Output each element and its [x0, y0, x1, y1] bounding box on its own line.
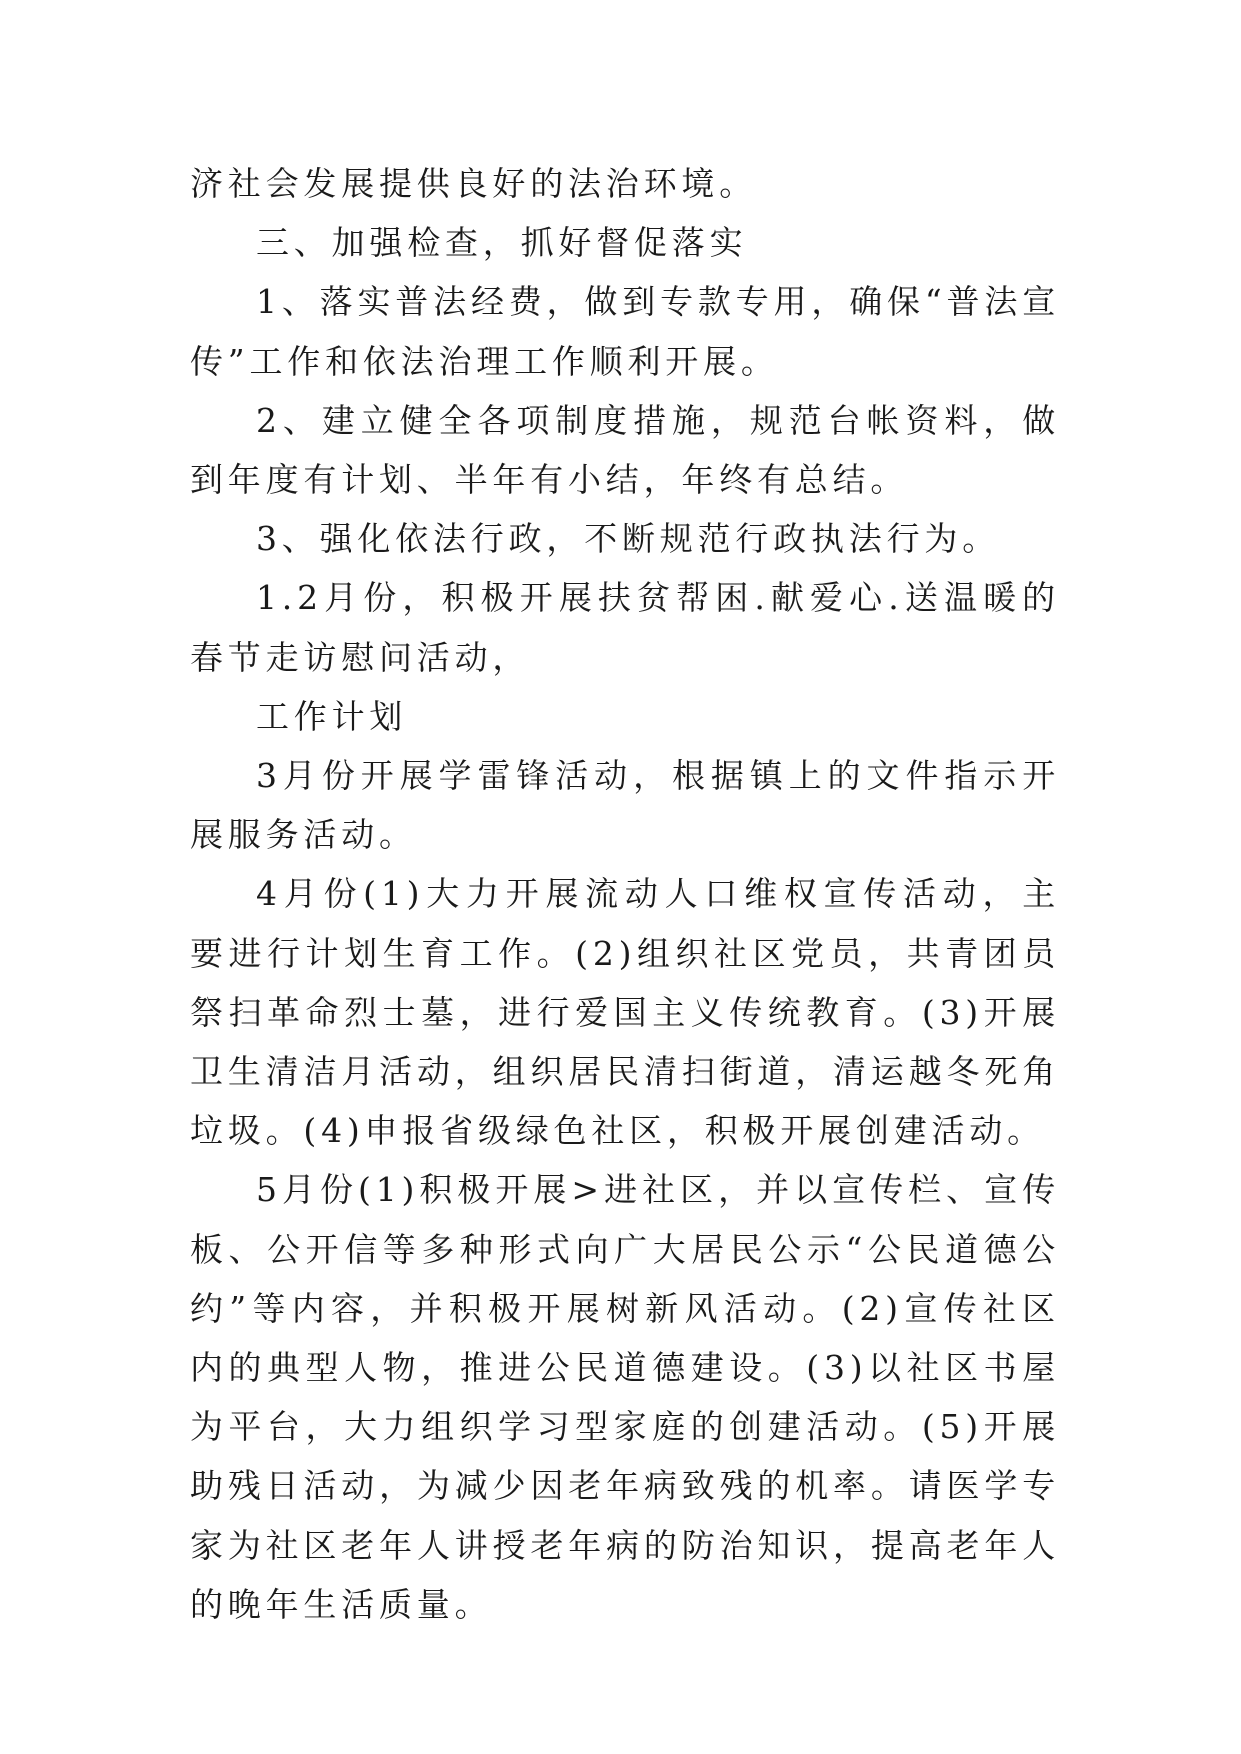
document-body [190, 154, 1060, 1634]
paragraph: 3、强化依法行政，不断规范行政执法行为。 [256, 519, 1000, 559]
section-heading: 三、加强检查，抓好督促落实 [256, 223, 748, 263]
paragraph-continuation: 济社会发展提供良好的法治环境。 [190, 164, 757, 203]
paragraph: 2、建立健全各项制度措施，规范台帐资料，做到年度有计划、半年有小结，年终有总结。 [190, 400, 1060, 500]
paragraph: 3月份开展学雷锋活动，根据镇上的文件指示开展服务活动。 [190, 756, 1060, 855]
paragraph: 4月份(1)大力开展流动人口维权宣传活动，主要进行计划生育工作。(2)组织社区党员，共青团员祭扫革命烈士墓，进行爱国主义传统教育。(3)开展卫生清洁月活动，组织居民清扫街道，清运越冬死角垃圾。(4)申报省级绿色社区，积极开展创建活动。 [190, 874, 1060, 1151]
subheading: 工作计划 [256, 696, 408, 736]
paragraph: 1.2月份，积极开展扶贫帮困.献爱心.送温暖的春节走访慰问活动， [190, 578, 1060, 677]
paragraph: 5月份(1)积极开展>进社区，并以宣传栏、宣传板、公开信等多种形式向广大居民公示“公民道德公约”等内容，并积极开展树新风活动。(2)宣传社区内的典型人物，推进公民道德建设。(3)以社区书屋为平台，大力组织学习型家庭的创建活动。(5)开展助残日活动，为减少因老年病致残的机率。请医学专家为社区老年人讲授老年病的防治知识，提高老年人的晚年生活质量。 [190, 1170, 1060, 1624]
paragraph: 1、落实普法经费，做到专款专用，确保“普法宣传”工作和依法治理工作顺利开展。 [190, 282, 1060, 381]
